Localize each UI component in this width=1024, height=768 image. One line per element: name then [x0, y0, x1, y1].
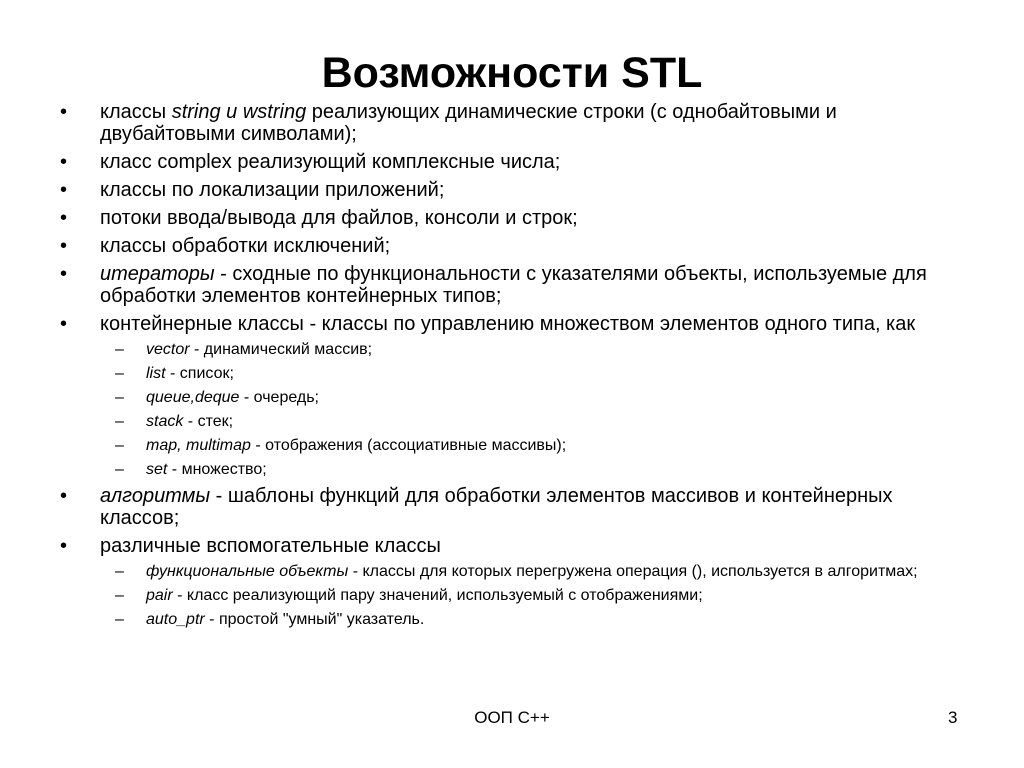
- item-text: различные вспомогательные классы: [100, 535, 441, 557]
- item-text: потоки ввода/вывода для файлов, консоли и строк;: [100, 207, 578, 229]
- sub-term: map, multimap: [146, 437, 251, 454]
- sub-term: list: [146, 365, 166, 382]
- list-item: [60, 179, 960, 201]
- bullet-icon: •: [60, 151, 68, 173]
- item-text: классы по локализации приложений;: [100, 179, 445, 201]
- sub-text: - стек;: [183, 413, 234, 430]
- dash-icon: –: [115, 563, 124, 580]
- sub-term: pair: [146, 587, 173, 604]
- dash-icon: –: [115, 389, 124, 406]
- dash-icon: –: [115, 341, 124, 358]
- sub-term: функциональные объекты: [146, 563, 349, 580]
- sub-text: - классы для которых перегружена операция (), используется в алгоритмах;: [348, 563, 918, 580]
- item-text: контейнерные классы - классы по управлению множеством элементов одного типа, как: [100, 313, 916, 335]
- item-term: алгоритмы: [100, 485, 211, 507]
- sub-term: queue,deque: [146, 389, 240, 406]
- sub-term: set: [146, 461, 168, 478]
- item-text: - сходные по функциональности с указателями объекты, используемые для обработки элементов контейнерных типов;: [100, 263, 927, 307]
- list-item: [60, 535, 960, 629]
- sublist-item: [100, 436, 960, 455]
- item-text: реализующих динамические строки (с однобайтовыми и двубайтовыми символами);: [100, 101, 837, 145]
- sub-text: - список;: [165, 365, 234, 382]
- page-number: 3: [948, 708, 958, 727]
- bullet-icon: •: [60, 263, 68, 285]
- item-text: классы обработки исключений;: [100, 235, 391, 257]
- sub-term: stack: [146, 413, 184, 430]
- bullet-icon: •: [60, 313, 68, 335]
- sublist-item: [100, 340, 960, 359]
- container-sublist: [100, 340, 960, 479]
- sub-term: auto_ptr: [146, 611, 205, 628]
- sublist-item: [100, 364, 960, 383]
- helper-sublist: [100, 562, 960, 629]
- sub-text: - класс реализующий пару значений, используемый с отображениями;: [172, 587, 703, 604]
- footer-label: ООП С++: [474, 708, 550, 727]
- sublist-item: [100, 460, 960, 479]
- item-text: класс complex реализующий комплексные числа;: [100, 151, 561, 173]
- dash-icon: –: [115, 413, 124, 430]
- list-item: [60, 313, 960, 479]
- sublist-item: [100, 388, 960, 407]
- bullet-icon: •: [60, 101, 68, 123]
- item-text-prefix: классы: [100, 101, 172, 123]
- sub-text: - динамический массив;: [189, 341, 373, 358]
- bullet-icon: •: [60, 535, 68, 557]
- list-item: [60, 101, 960, 145]
- bullet-list: [60, 101, 960, 635]
- list-item: [60, 235, 960, 257]
- slide-title: Возможности STL: [321, 49, 703, 97]
- dash-icon: –: [115, 461, 124, 478]
- sub-term: vector: [146, 341, 190, 358]
- sub-text: - очередь;: [239, 389, 319, 406]
- sub-text: - простой "умный" указатель.: [204, 611, 425, 628]
- item-term: string и wstring: [171, 101, 307, 123]
- bullet-icon: •: [60, 207, 68, 229]
- sub-text: - множество;: [167, 461, 267, 478]
- list-item: [60, 151, 960, 173]
- dash-icon: –: [115, 365, 124, 382]
- list-item: [60, 207, 960, 229]
- dash-icon: –: [115, 611, 124, 628]
- dash-icon: –: [115, 587, 124, 604]
- sublist-item: [100, 412, 960, 431]
- item-text: - шаблоны функций для обработки элементов массивов и контейнерных классов;: [100, 485, 893, 529]
- list-item: [60, 263, 960, 307]
- sublist-item: [100, 610, 960, 629]
- sublist-item: [100, 586, 960, 605]
- sub-text: - отображения (ассоциативные массивы);: [250, 437, 567, 454]
- bullet-icon: •: [60, 179, 68, 201]
- bullet-icon: •: [60, 485, 68, 507]
- dash-icon: –: [115, 437, 124, 454]
- sublist-item: [100, 562, 960, 581]
- list-item: [60, 485, 960, 529]
- bullet-icon: •: [60, 235, 68, 257]
- item-term: итераторы: [100, 263, 215, 285]
